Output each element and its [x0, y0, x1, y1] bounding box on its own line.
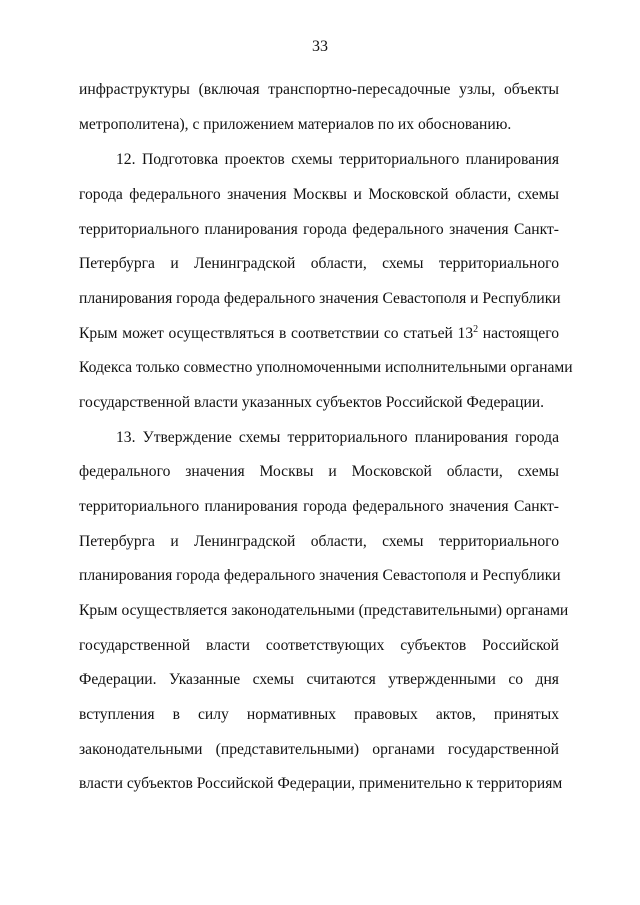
text-line: метрополитена), с приложением материалов по их обоснованию.: [79, 116, 512, 133]
text-line: Петербурга и Ленинградской области, схемы территориального: [79, 255, 559, 272]
text-line: инфраструктуры (включая транспортно-пересадочные узлы, объекты: [79, 81, 559, 98]
page-number: 33: [312, 38, 328, 55]
text-line: 12. Подготовка проектов схемы территориального планирования: [116, 151, 559, 168]
text-line: Петербурга и Ленинградской области, схемы территориального: [79, 533, 559, 550]
article-superscript: 2: [473, 324, 479, 335]
text-line: Крым осуществляется законодательными (представительными) органами: [79, 602, 569, 619]
text-line: Кодекса только совместно уполномоченными исполнительными органами: [79, 359, 573, 376]
text-line: государственной власти указанных субъектов Российской Федерации.: [79, 394, 545, 411]
line-text: Крым может осуществляться в соответствии со статьей 13: [79, 325, 474, 342]
text-line: планирования города федерального значения Севастополя и Республики: [79, 567, 561, 584]
text-line-with-superscript: [79, 324, 559, 344]
text-line: федерального значения Москвы и Московской области, схемы: [79, 463, 559, 480]
text-line: Федерации. Указанные схемы считаются утвержденными со дня: [79, 671, 559, 688]
text-line: законодательными (представительными) органами государственной: [79, 741, 559, 758]
text-line: территориального планирования города федерального значения Санкт-: [79, 498, 559, 515]
text-line: вступления в силу нормативных правовых актов, принятых: [79, 706, 559, 723]
text-line: территориального планирования города федерального значения Санкт-: [79, 221, 559, 238]
line-text-tail: настоящего: [478, 325, 559, 342]
text-line: города федерального значения Москвы и Московской области, схемы: [79, 186, 559, 203]
text-line: государственной власти соответствующих субъектов Российской: [79, 637, 559, 654]
text-line: власти субъектов Российской Федерации, применительно к территориям: [79, 775, 563, 792]
text-line: 13. Утверждение схемы территориального планирования города: [116, 429, 559, 446]
text-line: планирования города федерального значения Севастополя и Республики: [79, 290, 561, 307]
